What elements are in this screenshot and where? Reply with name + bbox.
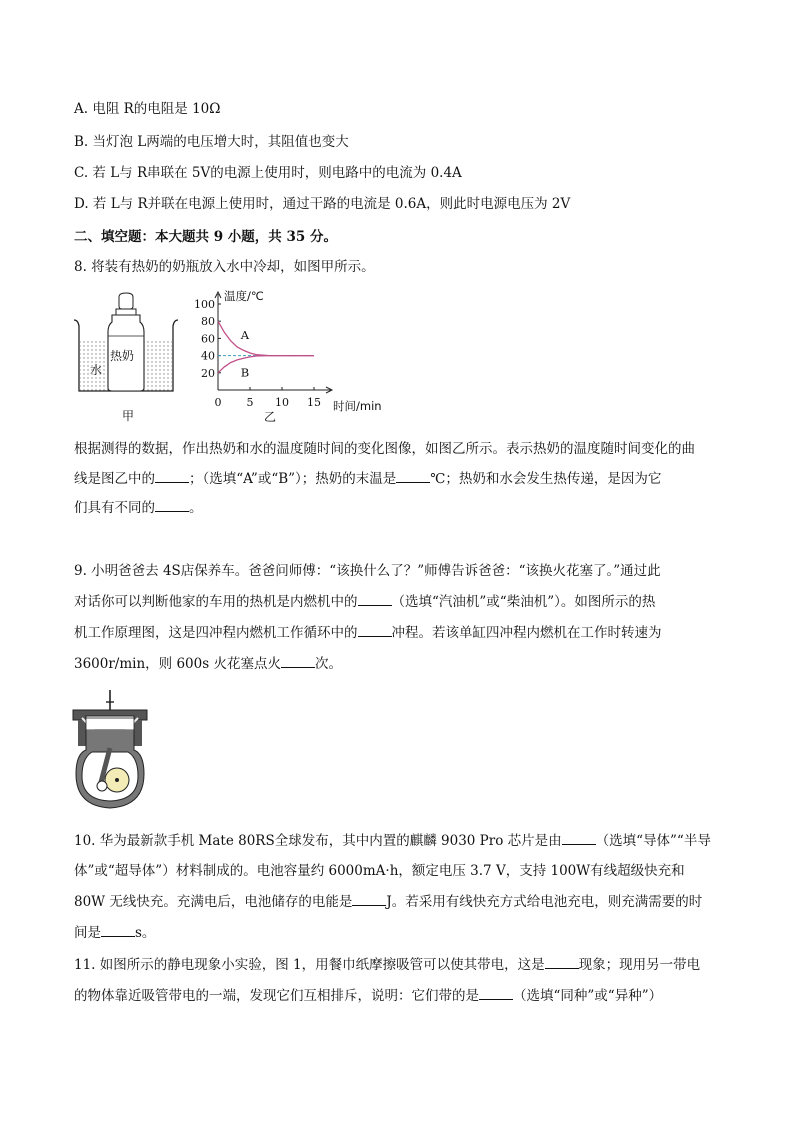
answer-blank-phenomenon[interactable]	[545, 956, 579, 969]
figure-jia-caption: 甲	[122, 409, 135, 422]
q11-line2-text-a: 的物体靠近吸管带电的一端，发现它们互相排斥，说明：它们带的是	[74, 988, 479, 1004]
chart-xlabel: 时间/min	[333, 399, 382, 413]
series-line-b	[218, 356, 314, 373]
y-tick-label: 20	[201, 366, 215, 380]
q8-line3	[74, 499, 203, 517]
q8-line2-text-c: ℃；热奶和水会发生热传递，是因为它	[430, 471, 662, 487]
engine-diagram	[70, 688, 150, 813]
beaker-figure	[66, 292, 186, 422]
x-tick-label: 0	[214, 396, 222, 409]
q9-line2-text-a: 对话你可以判断他家的车用的热机是内燃机中的	[74, 594, 358, 610]
q8-line2-text-a: 线是图乙中的	[74, 471, 155, 487]
chart-caption: 乙	[264, 410, 277, 424]
answer-blank-charge-type[interactable]	[479, 987, 513, 1000]
option-b: B. 当灯泡 L两端的电压增大时，其阻值也变大	[74, 134, 349, 150]
option-d: D. 若 L与 R并联在电源上使用时，通过干路的电流是 0.6A，则此时电源电压为 2V	[74, 196, 571, 212]
section-title: 二、填空题：本大题共 9 小题，共 35 分。	[74, 229, 337, 245]
q9-line3	[74, 624, 662, 642]
y-tick-label: 80	[201, 315, 215, 329]
answer-blank-energy[interactable]	[352, 893, 386, 906]
q8-line3-text-b: 。	[189, 500, 203, 516]
answer-blank-final-temp[interactable]	[396, 470, 430, 483]
q11-line2	[74, 987, 662, 1005]
q10-line3-text-b: J。若采用有线快充方式给电池充电，则充满需要的时	[386, 894, 703, 910]
q8-line2-text-b: ；（选填“A”或“B”）；热奶的末温是	[189, 471, 397, 487]
answer-blank-ignitions[interactable]	[281, 655, 315, 668]
q9-line4	[74, 655, 342, 673]
option-a: A. 电阻 R的电阻是 10Ω	[74, 101, 221, 117]
x-tick-label: 10	[275, 396, 289, 409]
q9-line4-text-a: 3600r/min，则 600s 火花塞点火	[74, 656, 281, 672]
series-line-a	[218, 321, 314, 355]
temperature-chart	[192, 286, 392, 426]
q9-line4-text-b: 次。	[314, 656, 342, 672]
y-tick-label: 100	[194, 298, 215, 311]
q10-line1	[74, 832, 711, 850]
q11-line2-text-b: （选填“同种”或“异种”）	[513, 988, 663, 1004]
q10-line1-text-b: （选填“导体”“半导	[595, 833, 711, 849]
answer-blank-engine-type[interactable]	[358, 593, 392, 606]
q9-line3-text-b: 冲程。若该单缸四冲程内燃机在工作时转速为	[391, 625, 662, 641]
q11-line1	[74, 956, 700, 974]
answer-blank-property[interactable]	[155, 499, 189, 512]
x-tick-label: 5	[246, 396, 254, 409]
q8-line2	[74, 470, 661, 488]
q8-stem: 8. 将装有热奶的奶瓶放入水中冷却，如图甲所示。	[74, 259, 375, 275]
q10-line4-text-b: s。	[135, 925, 156, 941]
x-tick-label: 15	[307, 396, 321, 409]
chart-ylabel: 温度/℃	[224, 289, 264, 303]
q8-line1: 根据测得的数据，作出热奶和水的温度随时间的变化图像，如图乙所示。表示热奶的温度随时间变化的曲	[74, 441, 695, 457]
q10-line1-text-a: 10. 华为最新款手机 Mate 80RS全球发布，其中内置的麒麟 9030 Pro 芯片是由	[74, 833, 562, 849]
option-c: C. 若 L与 R串联在 5V的电源上使用时，则电路中的电流为 0.4A	[74, 165, 462, 181]
answer-blank-curve[interactable]	[155, 470, 189, 483]
water-label: 水	[90, 363, 103, 377]
q9-line2-text-b: （选填“汽油机”或“柴油机”）。如图所示的热	[391, 594, 656, 610]
series-label-a: A	[240, 327, 250, 342]
q10-line4	[74, 924, 155, 942]
q9-line2	[74, 593, 655, 611]
y-tick-label: 60	[201, 332, 215, 346]
q9-line3-text-a: 机工作原理图，这是四冲程内燃机工作循环中的	[74, 625, 358, 641]
answer-blank-time[interactable]	[101, 924, 135, 937]
y-tick-label: 40	[201, 349, 215, 363]
answer-blank-stroke[interactable]	[358, 624, 392, 637]
bottle-cap	[116, 309, 136, 315]
q10-line2: 体”或“超导体”）材料制成的。电池容量约 6000mA·h，额定电压 3.7 V，支持 100W有线超级快充和	[74, 863, 685, 879]
q10-line4-text-a: 间是	[74, 925, 101, 941]
series-label-b: B	[240, 365, 250, 380]
q10-line3	[74, 893, 702, 911]
q9-line1: 9. 小明爸爸去 4S店保养车。爸爸问师傅：“该换什么了？”师傅告诉爸爸：“该换火花塞了。”通过此	[74, 563, 661, 579]
bottle-nipple	[119, 293, 133, 309]
q11-line1-text-a: 11. 如图所示的静电现象小实验，图 1，用餐巾纸摩擦吸管可以使其带电，这是	[74, 957, 545, 973]
milk-label: 热奶	[110, 349, 135, 363]
q11-line1-text-b: 现象；现用另一带电	[578, 957, 701, 973]
q8-line3-text-a: 们具有不同的	[74, 500, 155, 516]
answer-blank-material[interactable]	[562, 832, 596, 845]
q10-line3-text-a: 80W 无线快充。充满电后，电池储存的电能是	[74, 894, 353, 910]
